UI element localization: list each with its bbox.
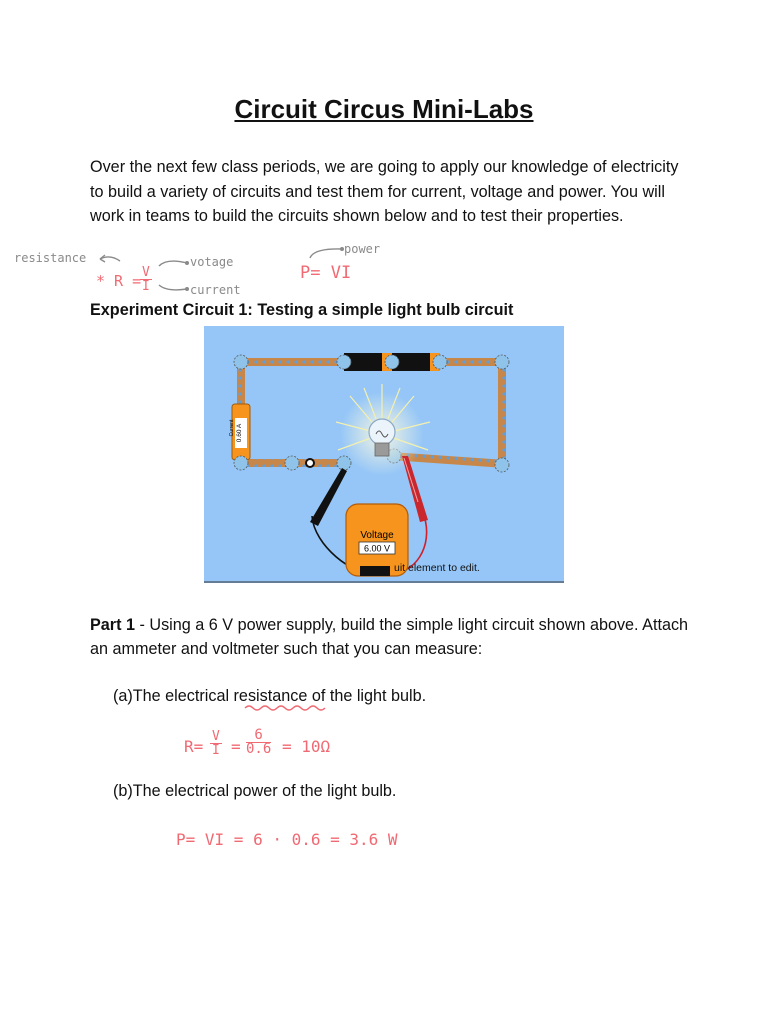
answer-a-result: = 10Ω [282, 737, 331, 756]
question-a-suffix: of the light bulb. [307, 687, 427, 705]
voltmeter-label: Voltage [360, 530, 394, 541]
junction[interactable] [385, 355, 399, 369]
answer-b: P= VI = 6 · 0.6 = 3.6 W [176, 830, 398, 849]
probe-terminal[interactable] [306, 459, 314, 467]
answer-a-numerator-1: V [212, 729, 220, 744]
arrow-right-icon [157, 256, 191, 270]
question-b: (b)The electrical power of the light bulb. [113, 782, 397, 800]
handwritten-current-label: current [190, 283, 241, 297]
arrow-right-icon [157, 282, 191, 294]
answer-a-denominator-2: 0.6 [246, 741, 272, 757]
handwritten-resistance-label: resistance [14, 251, 87, 265]
intro-paragraph: Over the next few class periods, we are going to apply our knowledge of electricity to build a variety of circuits and test them for current, voltage and power. You will work in teams to build the circuits shown below and to test their properties. [90, 158, 679, 225]
junction[interactable] [495, 355, 509, 369]
junction[interactable] [495, 458, 509, 472]
answer-a-fraction-1 [210, 730, 222, 757]
ohm-numerator: V [142, 265, 150, 280]
handwritten-ohm-fraction [140, 266, 152, 293]
ammeter-reading: 0.60 A [236, 423, 243, 443]
junction[interactable] [285, 456, 299, 470]
question-a-keyword: resistance [233, 687, 308, 705]
handwritten-ohm-law-prefix: * R = [96, 272, 142, 290]
ammeter-label: Current [229, 419, 235, 437]
arrow-right-icon [308, 242, 346, 260]
arrow-left-icon [96, 252, 122, 266]
handwritten-voltage-label: votage [190, 255, 234, 269]
question-a-prefix: (a)The electrical [113, 687, 234, 705]
circuit-figure [204, 326, 564, 583]
answer-a-denominator-1: I [212, 743, 220, 758]
part1-text: - Using a 6 V power supply, build the simple light circuit shown above. Attach an ammeter and voltmeter such that you can measure: [90, 616, 689, 658]
answer-a-lhs: R= [184, 737, 204, 756]
experiment-heading: Experiment Circuit 1: Testing a simple light bulb circuit [90, 301, 514, 319]
part1-paragraph [90, 613, 690, 661]
equals-sign: = [231, 737, 241, 756]
wavy-underline [244, 704, 328, 712]
answer-a-numerator-2: 6 [246, 729, 271, 743]
page-title: Circuit Circus Mini-Labs [234, 94, 534, 124]
junction[interactable] [234, 355, 248, 369]
wire [240, 358, 344, 366]
junction[interactable] [433, 355, 447, 369]
junction[interactable] [337, 355, 351, 369]
handwritten-power-formula: P= VI [300, 263, 352, 283]
answer-a-fraction-2 [246, 729, 271, 756]
junction[interactable] [234, 456, 248, 470]
ammeter[interactable] [229, 404, 250, 460]
wire [498, 362, 506, 462]
ohm-denominator: I [142, 279, 150, 294]
handwritten-power-label: power [344, 242, 381, 256]
circuit-diagram [204, 326, 564, 583]
part1-label: Part 1 [90, 616, 135, 634]
edit-hint-text: uit element to edit. [394, 562, 480, 574]
voltmeter-reading: 6.00 V [363, 543, 391, 554]
